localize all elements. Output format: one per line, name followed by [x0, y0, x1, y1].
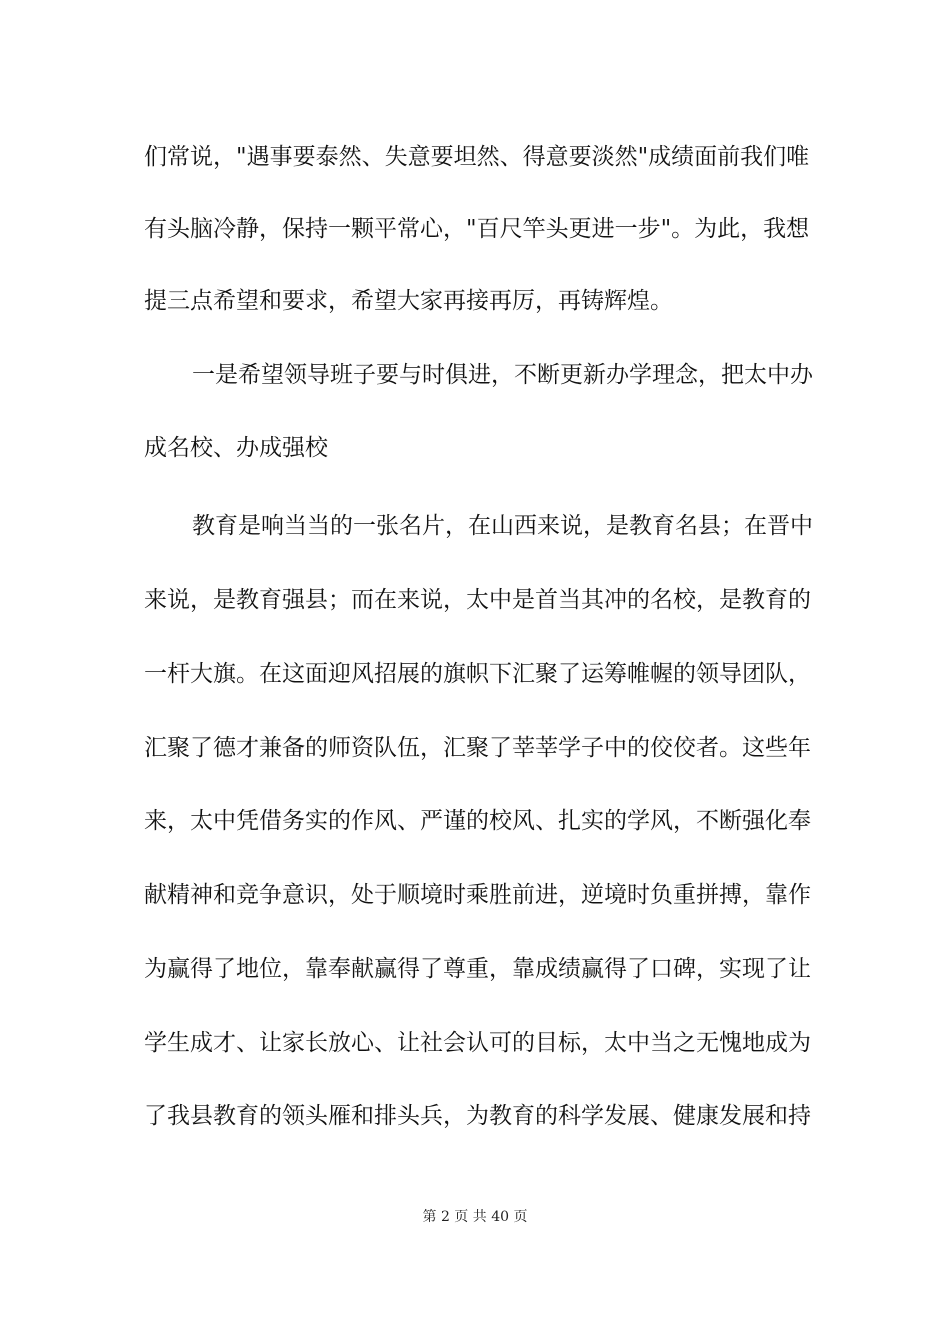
- text-line: 成名校、办成强校: [144, 435, 328, 461]
- text-line: 献精神和竞争意识，处于顺境时乘胜前进，逆境时负重拼搏，靠作: [144, 882, 811, 908]
- text-line: 汇聚了德才兼备的师资队伍，汇聚了莘莘学子中的佼佼者。这些年: [144, 735, 811, 761]
- text-line: 有头脑冷静，保持一颗平常心，"百尺竿头更进一步"。为此，我想: [144, 216, 810, 242]
- text-line: 们常说，"遇事要泰然、失意要坦然、得意要淡然"成绩面前我们唯: [144, 144, 810, 170]
- text-line: 了我县教育的领头雁和排头兵，为教育的科学发展、健康发展和持: [144, 1103, 811, 1129]
- paragraph-first-line: 一是希望领导班子要与时俱进，不断更新办学理念，把太中办: [192, 362, 813, 388]
- text-line: 为赢得了地位，靠奉献赢得了尊重，靠成绩赢得了口碑，实现了让: [144, 956, 811, 982]
- text-line: 一杆大旗。在这面迎风招展的旗帜下汇聚了运筹帷幄的领导团队，: [144, 661, 811, 687]
- text-line: 学生成才、让家长放心、让社会认可的目标，太中当之无愧地成为: [144, 1030, 811, 1056]
- paragraph-first-line: 教育是响当当的一张名片，在山西来说，是教育名县；在晋中: [192, 513, 813, 539]
- text-line: 来，太中凭借务实的作风、严谨的校风、扎实的学风，不断强化奉: [144, 808, 811, 834]
- page-number-label: 第 2 页 共 40 页: [422, 1209, 528, 1225]
- page-footer: [0, 1207, 950, 1227]
- text-line: 来说，是教育强县；而在来说，太中是首当其冲的名校，是教育的: [144, 587, 811, 613]
- text-line: 提三点希望和要求，希望大家再接再厉，再铸辉煌。: [144, 288, 673, 314]
